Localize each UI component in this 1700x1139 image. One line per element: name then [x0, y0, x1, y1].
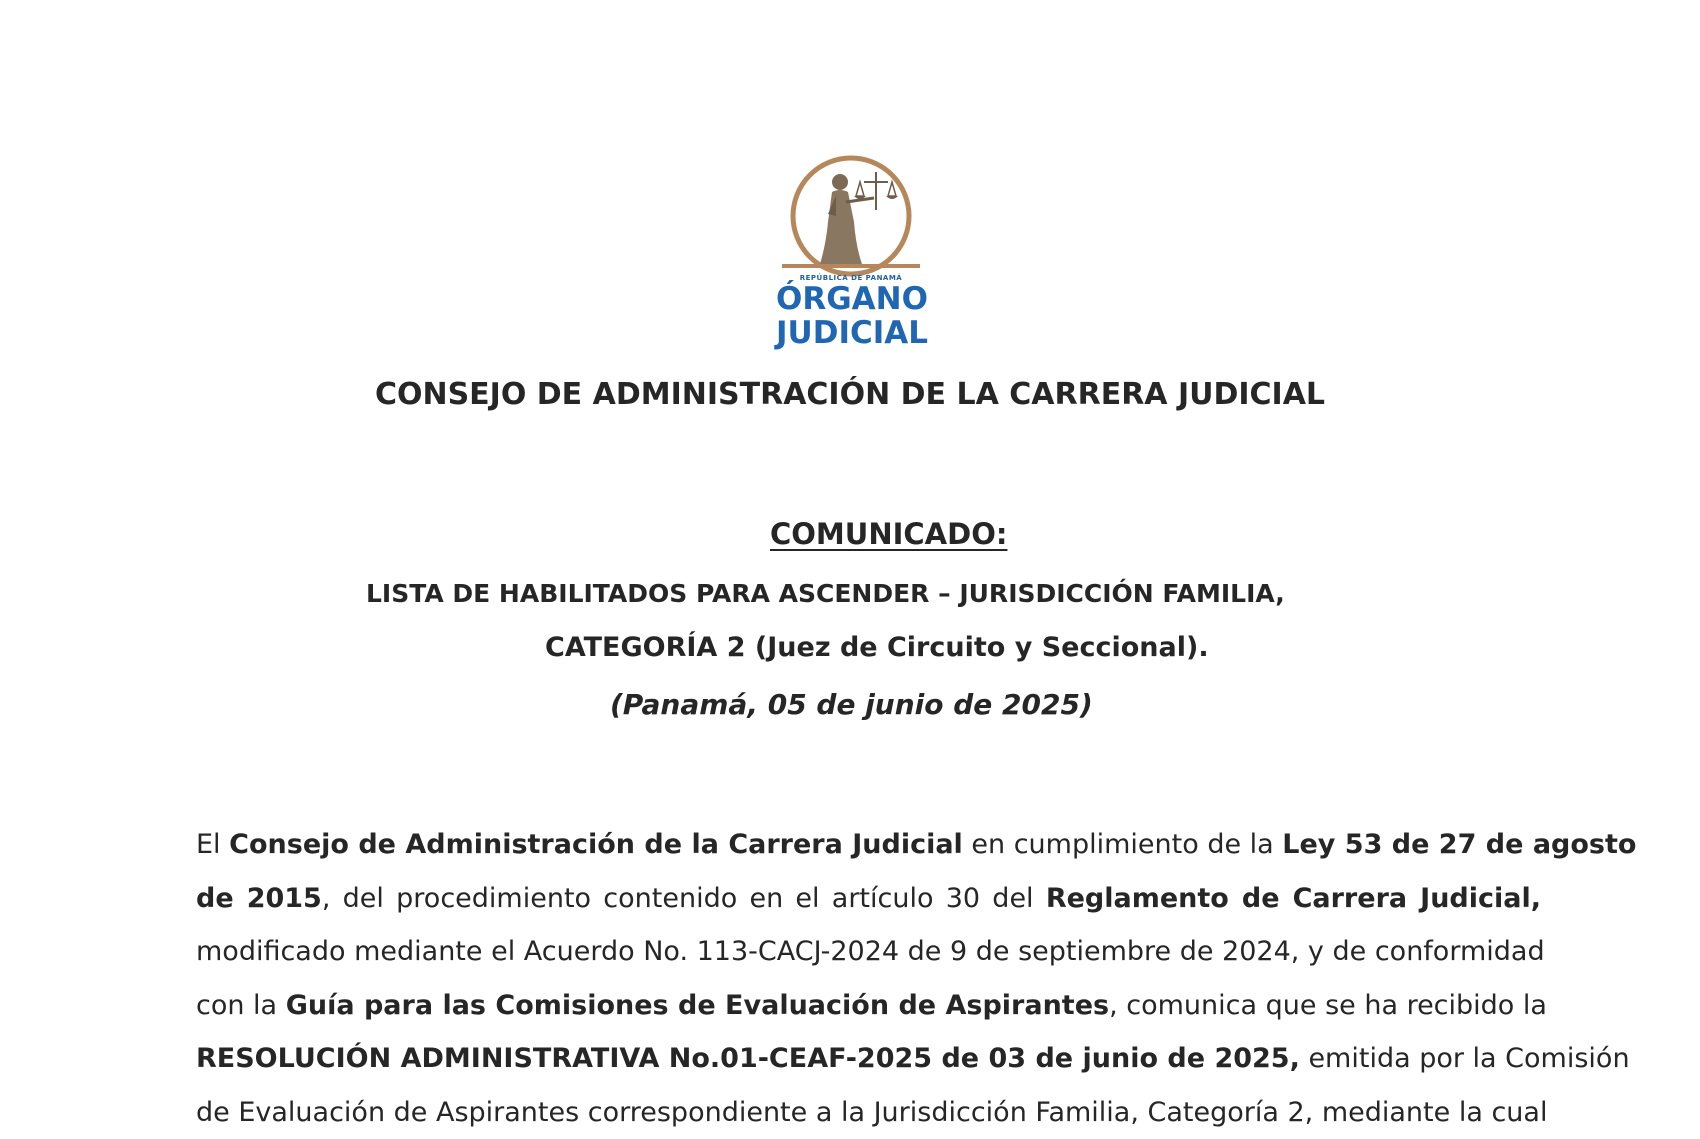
logo-country-text: REPÚBLICA DE PANAMÁ [776, 274, 926, 282]
body-line-2 [196, 872, 1541, 926]
logo-line-organo: ÓRGANO [776, 282, 926, 316]
body-line-4 [196, 979, 1541, 1033]
council-heading: CONSEJO DE ADMINISTRACIÓN DE LA CARRERA JUDICIAL [0, 377, 1700, 412]
body-text-segment: , del procedimiento contenido en el artículo 30 del [322, 883, 1046, 914]
body-bold-segment: RESOLUCIÓN ADMINISTRATIVA No.01-CEAF-2025 de 03 de junio de 2025, [196, 1043, 1300, 1074]
body-line-3: modificado mediante el Acuerdo No. 113-CACJ-2024 de 9 de septiembre de 2024, y de conformidad [196, 925, 1541, 979]
organo-judicial-logo [776, 152, 926, 352]
body-bold-segment: de 2015 [196, 883, 322, 914]
notice-subtitle-line1: LISTA DE HABILITADOS PARA ASCENDER – JURISDICCIÓN FAMILIA, [366, 579, 1285, 608]
notice-body-paragraph [196, 818, 1541, 1139]
justice-emblem-icon [776, 152, 926, 277]
body-bold-segment: Ley 53 de 27 de agosto [1282, 829, 1636, 860]
body-line-1 [196, 818, 1541, 872]
body-bold-segment: Guía para las Comisiones de Evaluación de Aspirantes [286, 990, 1109, 1021]
body-text-segment: con la [196, 990, 286, 1021]
notice-title: COMUNICADO: [770, 517, 1007, 551]
body-bold-segment: Consejo de Administración de la Carrera Judicial [229, 829, 963, 860]
body-text-segment: en cumplimiento de la [963, 829, 1282, 860]
body-bold-segment: Reglamento de Carrera Judicial, [1046, 883, 1541, 914]
notice-dateline: (Panamá, 05 de junio de 2025) [610, 688, 1093, 721]
notice-subtitle-line2: CATEGORÍA 2 (Juez de Circuito y Seccional). [545, 632, 1209, 663]
body-line-5 [196, 1032, 1541, 1086]
body-text-segment: El [196, 829, 229, 860]
body-line-6: de Evaluación de Aspirantes correspondiente a la Jurisdicción Familia, Categoría 2, mediante la cual [196, 1086, 1541, 1139]
body-text-segment: , comunica que se ha recibido la [1109, 990, 1547, 1021]
logo-line-judicial: JUDICIAL [776, 316, 926, 350]
body-text-segment: emitida por la Comisión [1300, 1043, 1630, 1074]
